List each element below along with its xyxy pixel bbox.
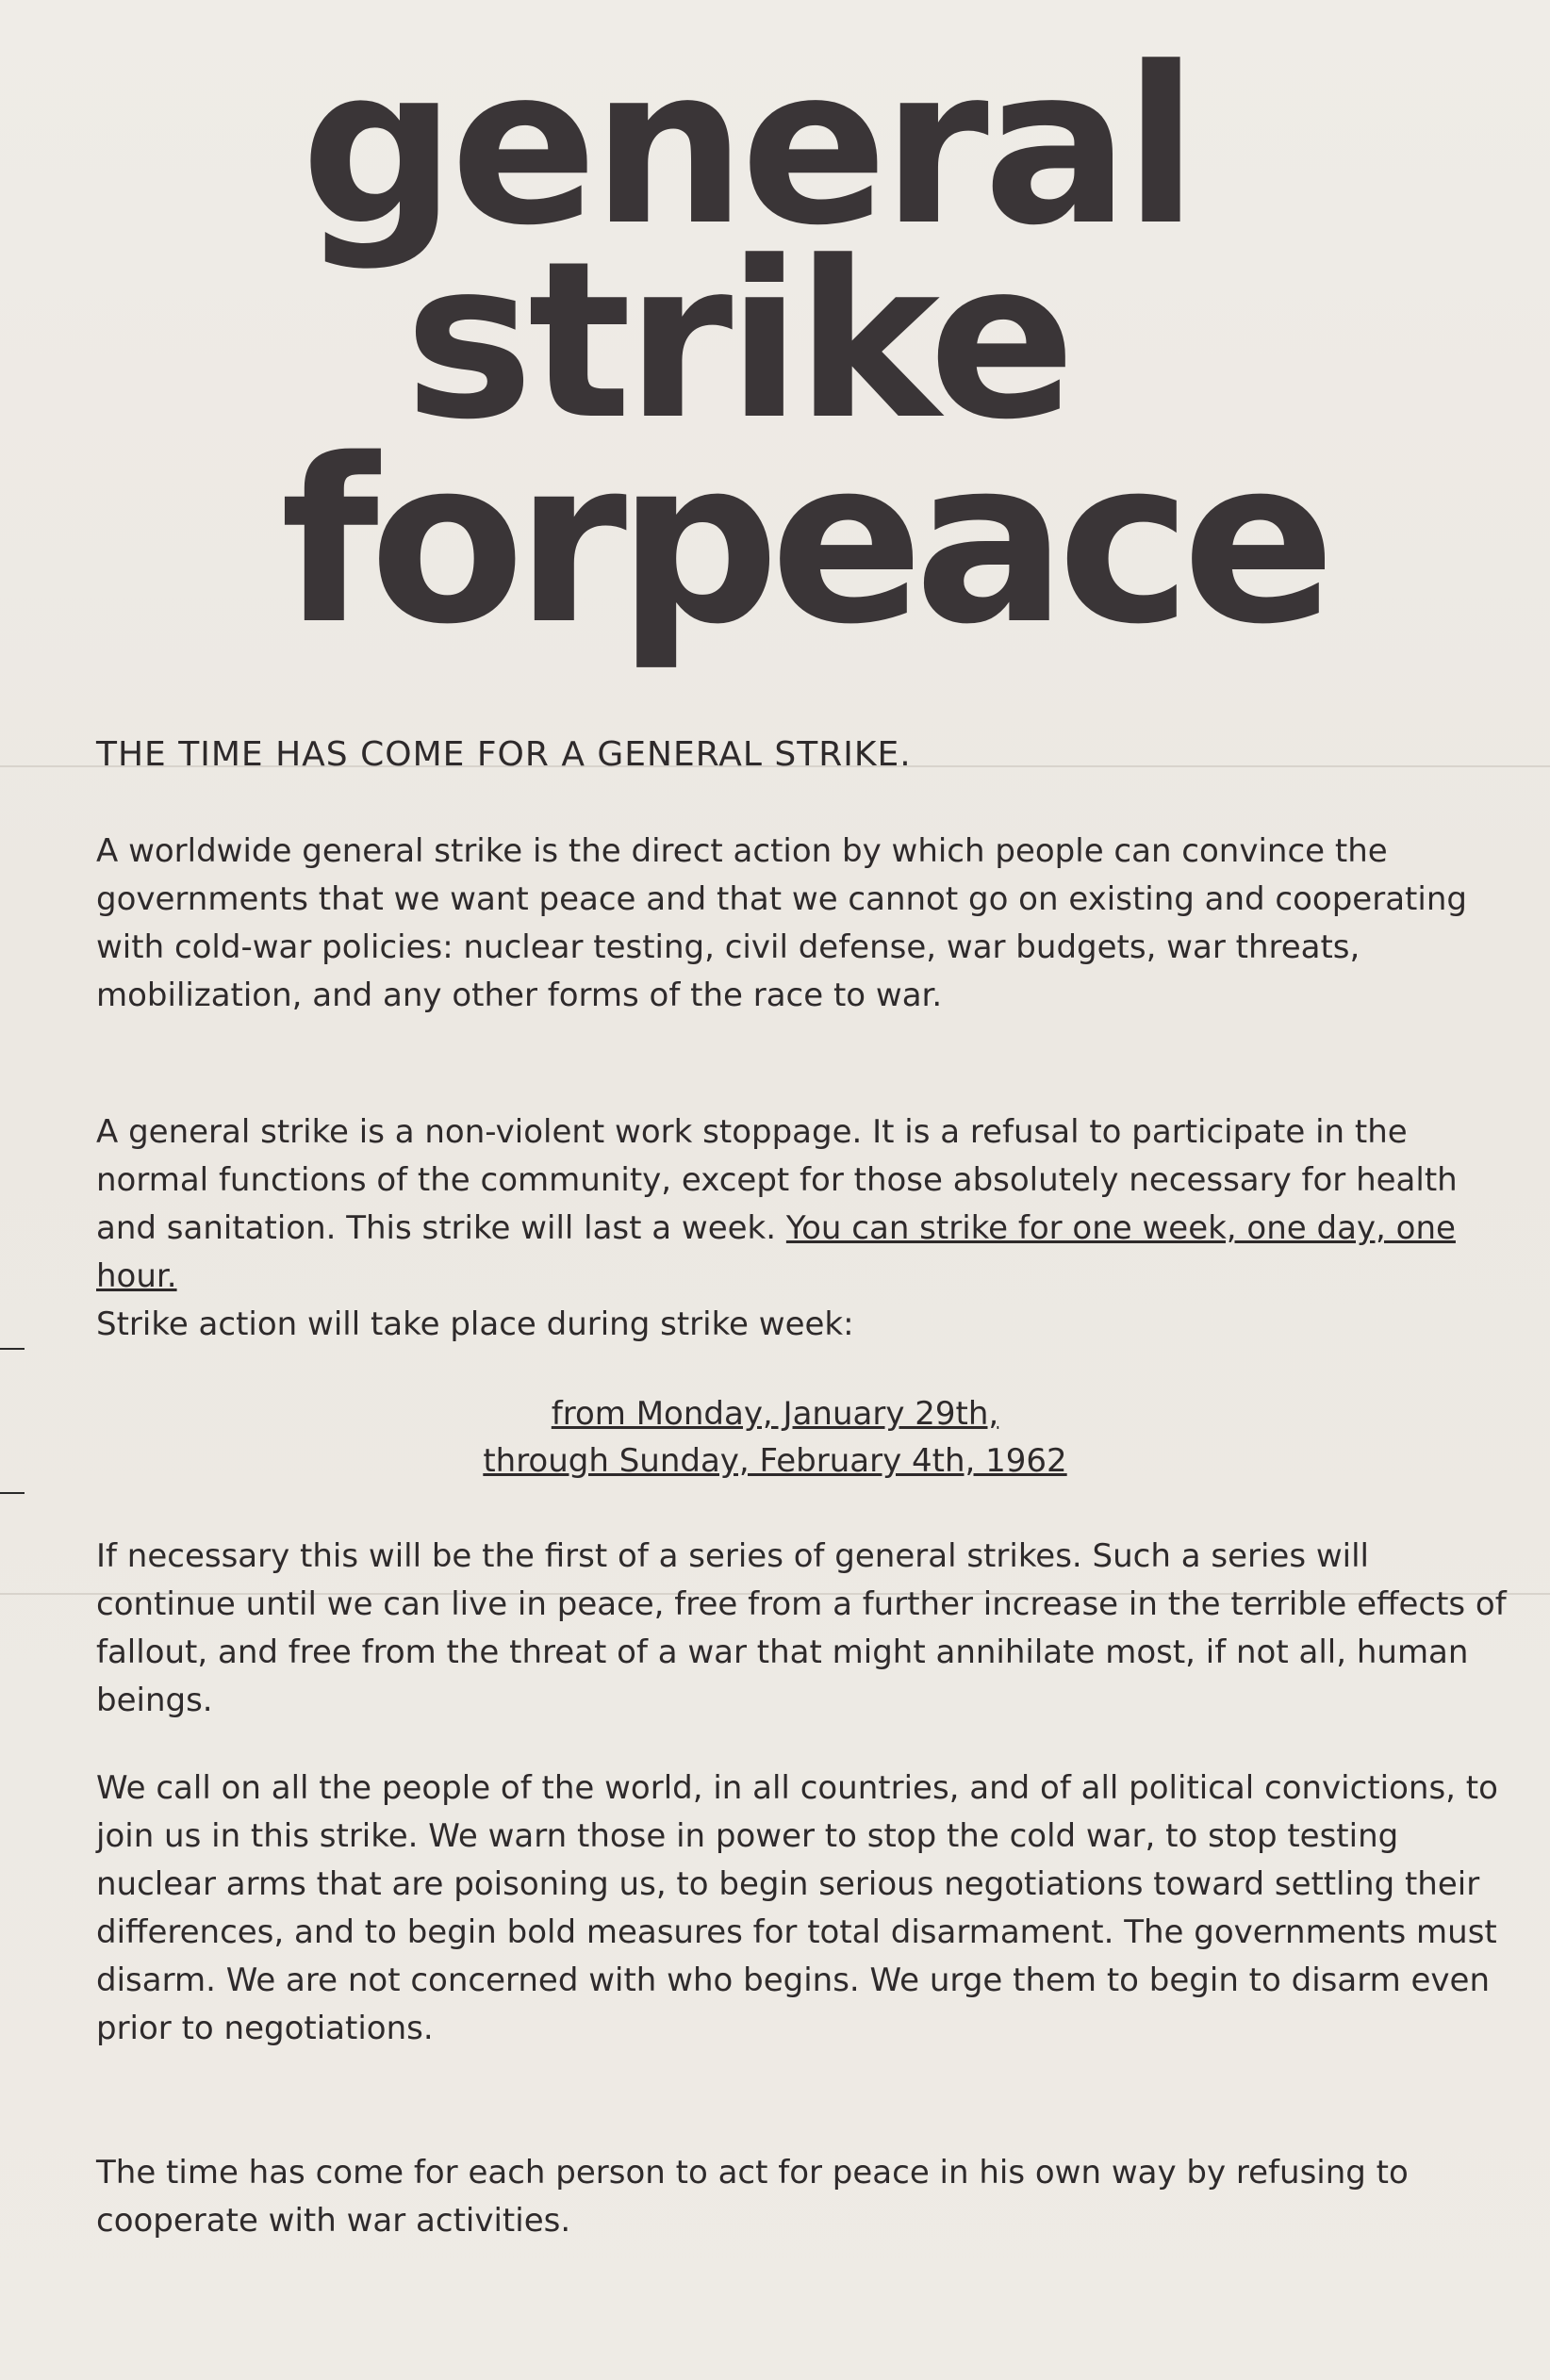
edge-mark [0, 1348, 25, 1350]
paragraph-series: If necessary this will be the first of a series of general strikes. Such a series will continue until we can live in peace, free from a further increase in the terrible effects of fallout, and free from the threat of a war that might annihilate most, if not all, human beings. [96, 1537, 1507, 1719]
paragraph-non-violent [96, 1108, 1510, 1349]
strike-date-start: from Monday, January 29th, [551, 1395, 999, 1433]
headline-general: general [301, 22, 1193, 273]
headline-strike: strike [404, 216, 1070, 468]
strike-date-end: through Sunday, February 4th, 1962 [483, 1442, 1067, 1480]
paragraph-closing: The time has come for each person to act for peace in his own way by refusing to cooperate with war activities. [96, 2154, 1409, 2240]
strike-week-intro: Strike action will take place during strike week: [96, 1305, 854, 1343]
paragraph-worldwide-strike: A worldwide general strike is the direct action by which people can convince the governments that we want peace and that we cannot go on existing and cooperating with cold-war policies: nuclear testing, civil defense, war budgets, war threats, mobilization, and any other forms of the race to war. [96, 832, 1467, 1014]
lead-statement: THE TIME HAS COME FOR A GENERAL STRIKE. [96, 735, 912, 774]
headline-for-peace: forpeace [280, 410, 1327, 674]
edge-mark [0, 1492, 25, 1494]
strike-dates [0, 1390, 1550, 1485]
paragraph-non-violent-text: A general strike is a non-violent work stoppage. It is a refusal to participate in the normal functions of the community, except for those absolutely necessary for health and sanitation. This strike will last a week. [96, 1113, 1458, 1247]
strike-options: You can strike for one week, one day, one hour. [96, 1209, 1456, 1295]
paragraph-call-to-people: We call on all the people of the world, in all countries, and of all political convictions, to join us in this strike. We warn those in power to stop the cold war, to stop testing nuclear arms that are poisoning us, to begin serious negotiations toward settling their differences, and to begin bold measures for total disarmament. The governments must disarm. We are not concerned with who begins. We urge them to begin to disarm even prior to negotiations. [96, 1769, 1498, 2047]
